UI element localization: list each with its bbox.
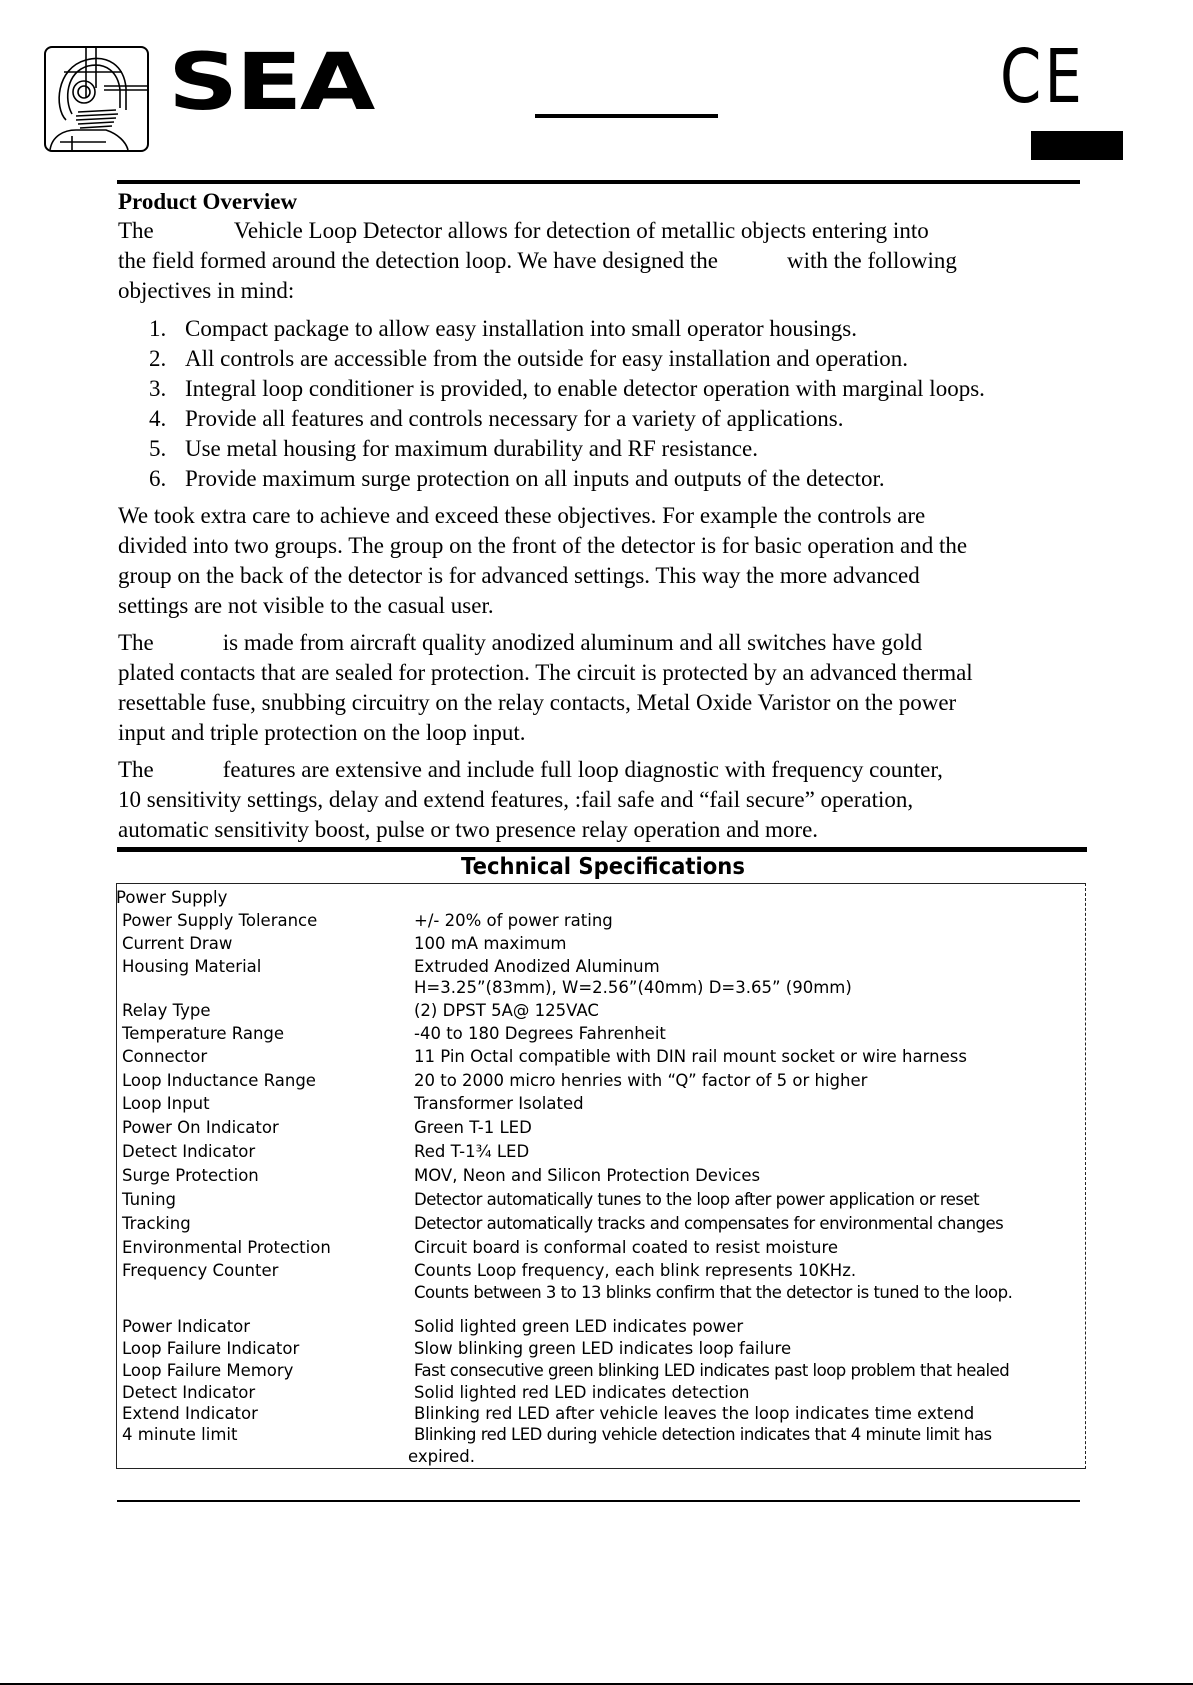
spec-label: Current Draw <box>122 934 233 953</box>
spec-value: 100 mA maximum <box>414 934 567 953</box>
paragraph-line: plated contacts that are sealed for protection. The circuit is protected by an advanced thermal <box>118 660 973 685</box>
intro-line: the field formed around the detection loop. We have designed the with the following <box>118 248 957 273</box>
spec-value: Counts between 3 to 13 blinks confirm that the detector is tuned to the loop. <box>414 1283 1013 1302</box>
sea-logo-icon <box>44 46 149 152</box>
spec-value: H=3.25”(83mm), W=2.56”(40mm) D=3.65” (90mm) <box>414 978 852 997</box>
spec-label: Power Supply <box>116 888 228 907</box>
spec-value: +/- 20% of power rating <box>414 911 613 930</box>
spec-value: -40 to 180 Degrees Fahrenheit <box>414 1024 666 1043</box>
ce-mark-icon: CE <box>1000 34 1086 120</box>
spec-value: Red T-1¾ LED <box>414 1142 530 1161</box>
spec-label: Temperature Range <box>122 1024 285 1043</box>
paragraph-line: automatic sensitivity boost, pulse or two presence relay operation and more. <box>118 817 819 842</box>
spec-label: Power Indicator <box>122 1317 251 1336</box>
paragraph-line: We took extra care to achieve and exceed these objectives. For example the controls are <box>118 503 926 528</box>
header-divider <box>117 180 1080 184</box>
spec-label: Tuning <box>122 1190 177 1209</box>
spec-value: 20 to 2000 micro henries with “Q” factor of 5 or higher <box>414 1071 868 1090</box>
spec-value: Solid lighted red LED indicates detection <box>414 1383 750 1402</box>
spec-label: 4 minute limit <box>122 1425 238 1444</box>
spec-value: Detector automatically tunes to the loop after power application or reset <box>414 1190 980 1209</box>
paragraph-line: The features are extensive and include full loop diagnostic with frequency counter, <box>118 757 943 782</box>
intro-line: objectives in mind: <box>118 278 295 303</box>
objective-item: 1. Compact package to allow easy installation into small operator housings. <box>149 316 857 341</box>
objective-item: 5. Use metal housing for maximum durability and RF resistance. <box>149 436 758 461</box>
spec-table <box>116 883 1086 1469</box>
objective-item: 2. All controls are accessible from the outside for easy installation and operation. <box>149 346 908 371</box>
objective-item: 3. Integral loop conditioner is provided, to enable detector operation with marginal loops. <box>149 376 985 401</box>
paragraph-line: group on the back of the detector is for advanced settings. This way the more advanced <box>118 563 920 588</box>
spec-value: Slow blinking green LED indicates loop failure <box>414 1339 792 1358</box>
spec-label: Loop Failure Memory <box>122 1361 294 1380</box>
spec-label: Extend Indicator <box>122 1404 258 1423</box>
spec-value: Extruded Anodized Aluminum <box>414 957 660 976</box>
spec-label: Tracking <box>122 1214 191 1233</box>
spec-label: Power On Indicator <box>122 1118 279 1137</box>
spec-label: Power Supply Tolerance <box>122 911 318 930</box>
spec-value: Fast consecutive green blinking LED indicates past loop problem that healed <box>414 1361 1010 1380</box>
spec-label: Connector <box>122 1047 208 1066</box>
spec-label: Detect Indicator <box>122 1142 256 1161</box>
spec-label: Relay Type <box>122 1001 211 1020</box>
paragraph-line: input and triple protection on the loop input. <box>118 720 526 745</box>
paragraph-line: divided into two groups. The group on the front of the detector is for basic operation and the <box>118 533 968 558</box>
paragraph-line: resettable fuse, snubbing circuitry on the relay contacts, Metal Oxide Varistor on the power <box>118 690 957 715</box>
spec-value: Circuit board is conformal coated to resist moisture <box>414 1238 839 1257</box>
spec-value: Transformer Isolated <box>414 1094 584 1113</box>
paragraph-line: settings are not visible to the casual user. <box>118 593 494 618</box>
robot-head-logo-icon <box>46 48 148 150</box>
objectives-list <box>149 314 985 494</box>
spec-label: Frequency Counter <box>122 1261 279 1280</box>
intro-line: The Vehicle Loop Detector allows for detection of metallic objects entering into <box>118 218 929 243</box>
title-underline <box>535 114 718 118</box>
paragraph-line: 10 sensitivity settings, delay and extend features, :fail safe and “fail secure” operation, <box>118 787 914 812</box>
section-title-overview: Product Overview <box>118 189 298 214</box>
spec-label: Loop Inductance Range <box>122 1071 316 1090</box>
spec-value: Blinking red LED during vehicle detection indicates that 4 minute limit has <box>414 1425 992 1444</box>
brand-logo-text: SEA <box>168 38 373 128</box>
footer-divider <box>117 1500 1080 1502</box>
paragraph-line: The is made from aircraft quality anodized aluminum and all switches have gold <box>118 630 923 655</box>
spec-label: Detect Indicator <box>122 1383 256 1402</box>
redacted-block <box>1031 131 1123 160</box>
objective-item: 4. Provide all features and controls necessary for a variety of applications. <box>149 406 844 431</box>
spec-label: Surge Protection <box>122 1166 259 1185</box>
spec-label: Environmental Protection <box>122 1238 331 1257</box>
spec-value: Counts Loop frequency, each blink represents 10KHz. <box>414 1261 857 1280</box>
spec-label: Housing Material <box>122 957 262 976</box>
spec-value: MOV, Neon and Silicon Protection Devices <box>414 1166 761 1185</box>
spec-label: Loop Input <box>122 1094 210 1113</box>
spec-value: 11 Pin Octal compatible with DIN rail mount socket or wire harness <box>414 1047 967 1066</box>
section-title-specs: Technical Specifications <box>461 854 745 880</box>
spec-value: Blinking red LED after vehicle leaves the loop indicates time extend <box>414 1404 975 1423</box>
spec-value: (2) DPST 5A@ 125VAC <box>414 1001 599 1020</box>
spec-value: Solid lighted green LED indicates power <box>414 1317 744 1336</box>
spec-value: expired. <box>408 1447 475 1466</box>
spec-value: Green T-1 LED <box>414 1118 532 1137</box>
spec-value: Detector automatically tracks and compensates for environmental changes <box>414 1214 1004 1233</box>
spec-label: Loop Failure Indicator <box>122 1339 300 1358</box>
objective-item: 6. Provide maximum surge protection on all inputs and outputs of the detector. <box>149 466 885 491</box>
